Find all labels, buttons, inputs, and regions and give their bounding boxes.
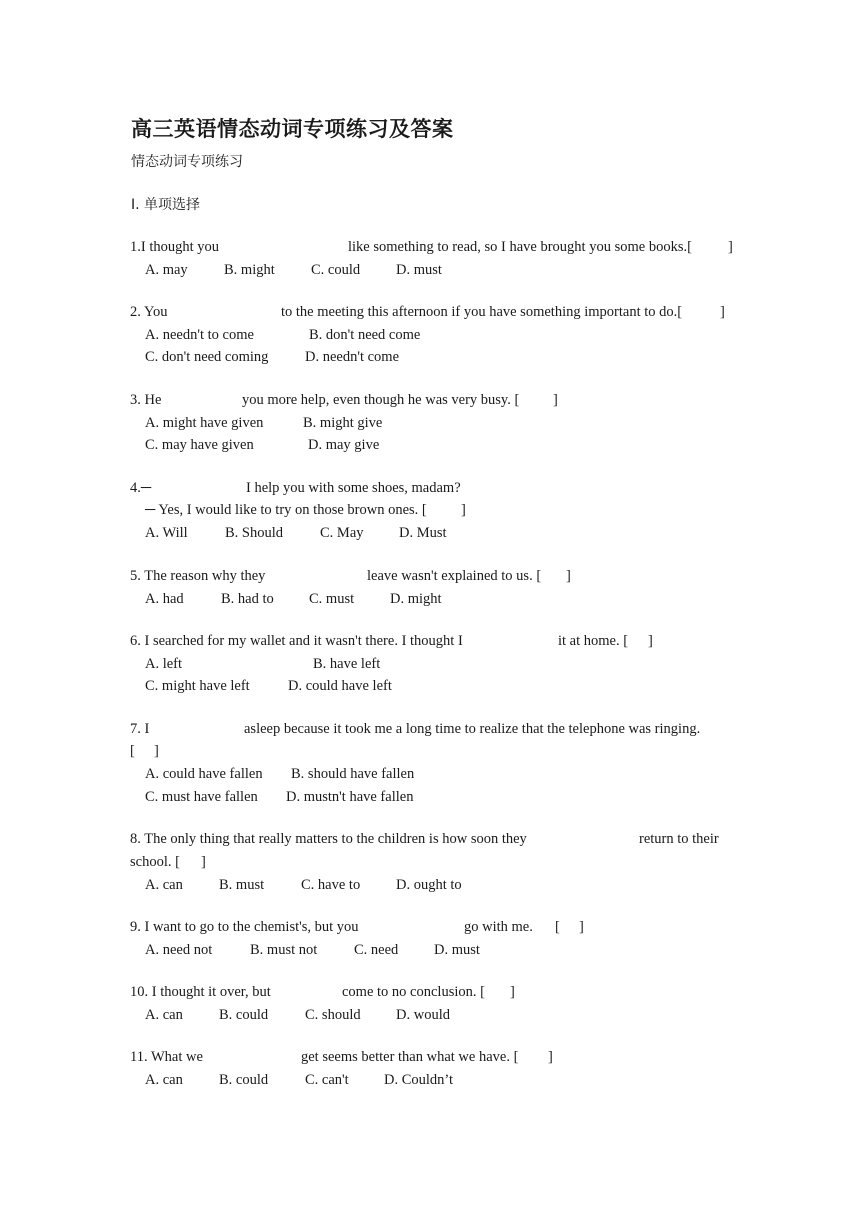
document-title: 高三英语情态动词专项练习及答案 <box>131 117 454 141</box>
document-subtitle: 情态动词专项练习 <box>131 154 243 170</box>
document-page: 高三英语情态动词专项练习及答案 情态动词专项练习 Ⅰ. 单项选择 1.I thought you like something to read, so I have brought you some books.[ ] A. may B. might C. could D. must 2. You to the meeting this afternoon if you have something important to do.[ ] A. needn't to come B. don't need come C. don't need coming D. needn't come 3. He you more help, even though he was very busy. [ ] A. might have given B. might give C. may have given D. may give 4.─ I help you with some shoes, madam? ─ Yes, I would like to try on those brown ones. [ ] A. Will B. Should C. May D. Must 5. The reason why they leave wasn't explained to us. [ ] A. had B. had to C. must D. might 6. I searched for my wallet and it wasn't there. I thought I it at home. [ ] A. left B. have left C. might have left D. could have left 7. I asleep because it took me a long time to realize that the telephone was ringing. [ ] A. could have fallen B. should have fallen C. must have fallen D. mustn't have fallen 8. The only thing that really matters to the children is how soon they return to their school. [ ] A. can B. must C. have to D. ought to 9. I want to go to the chemist's, but you go with me. [ ] A. need not B. must not C. need D. must 10. I thought it over, but come to no conclusion. [ ] A. can B. could C. should D. would 11. What we get seems better than what we have. [ ] A. can B. could C. can't D. Couldn’t <box>0 0 860 1216</box>
section-heading: Ⅰ. 单项选择 <box>131 197 201 213</box>
